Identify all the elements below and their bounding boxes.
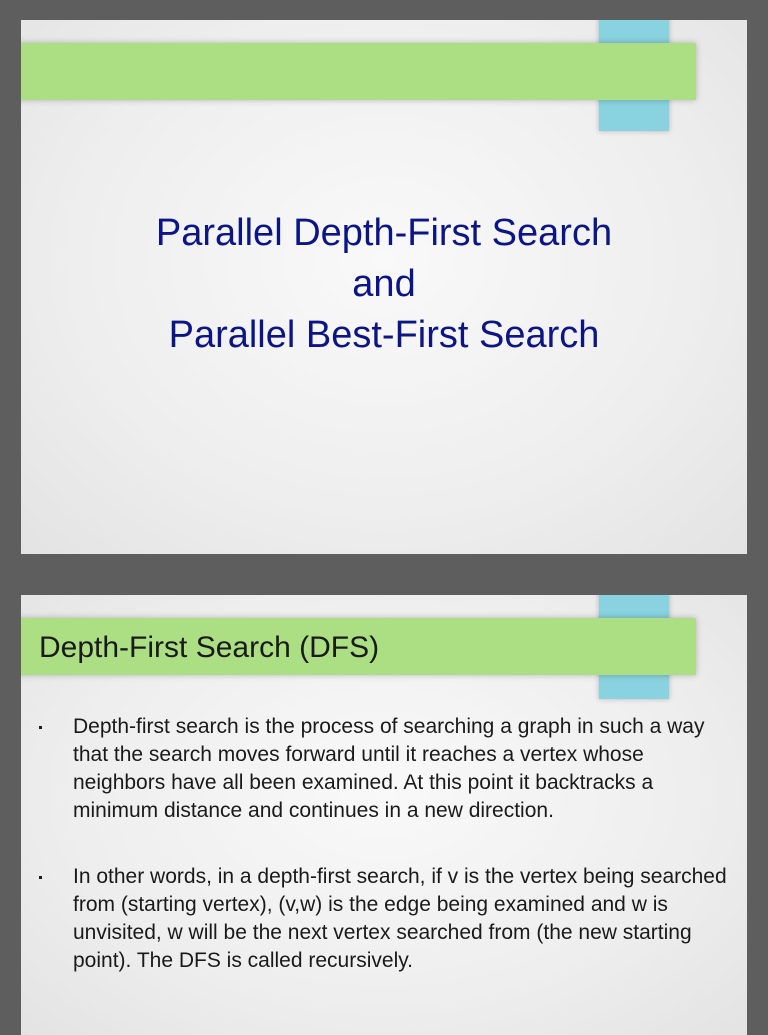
bullet-list	[21, 713, 747, 1013]
list-item	[21, 863, 747, 975]
title-slide	[21, 20, 747, 554]
list-item	[21, 713, 747, 825]
bullet-icon	[39, 876, 42, 879]
slide-heading: Depth-First Search (DFS)	[39, 631, 380, 664]
title-line: Parallel Best-First Search	[168, 314, 600, 356]
bullet-text: Depth-first search is the process of searching a graph in such a way that the search moves forward until it reaches a vertex whose neighbors have all been examined. At this point it backtracks a minimum distance and continues in a new direction.	[73, 715, 705, 822]
slide-title	[21, 208, 747, 361]
bullet-icon	[39, 726, 42, 729]
content-slide	[21, 595, 747, 1035]
title-line: and	[352, 263, 416, 305]
bullet-text: In other words, in a depth-first search, if v is the vertex being searched from (starting vertex), (v,w) is the edge being examined and w is unvisited, w will be the next vertex searched from (the new starting point). The DFS is called recursively.	[73, 865, 727, 972]
title-line: Parallel Depth-First Search	[155, 212, 613, 254]
accent-bar	[21, 43, 696, 100]
